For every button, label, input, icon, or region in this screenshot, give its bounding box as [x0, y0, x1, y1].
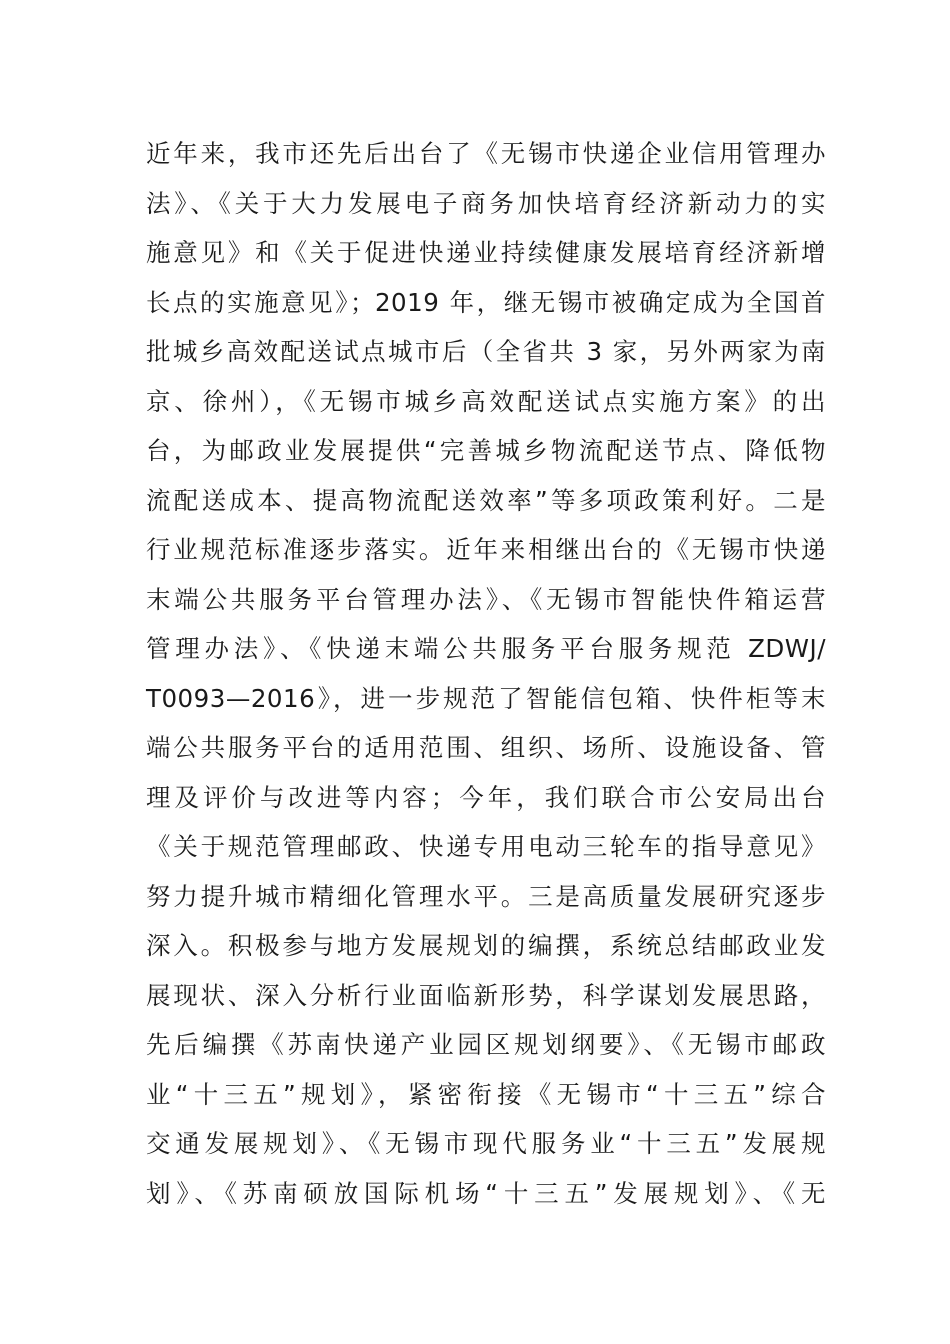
text-line: 流配送成本、提高物流配送效率”等多项政策利好。二是: [146, 485, 826, 515]
text-line: 法》、《关于大力发展电子商务加快培育经济新动力的实: [146, 188, 826, 218]
text-line: 近年来，我市还先后出台了《无锡市快递企业信用管理办: [146, 139, 826, 168]
text-line: 努力提升城市精细化管理水平。三是高质量发展研究逐步: [146, 881, 826, 911]
text-line: 业“十三五”规划》，紧密衔接《无锡市“十三五”综合: [146, 1079, 826, 1109]
text-line: 深入。积极参与地方发展规划的编撰，系统总结邮政业发: [146, 931, 826, 960]
text-line: 批城乡高效配送试点城市后（全省共 3 家，另外两家为南: [146, 337, 826, 366]
body-paragraph: [146, 129, 826, 1218]
text-line: 京、徐州），《无锡市城乡高效配送试点实施方案》的出: [146, 386, 826, 416]
text-line: 长点的实施意见》；2019 年，继无锡市被确定成为全国首: [146, 287, 826, 317]
text-line: 交通发展规划》、《无锡市现代服务业“十三五”发展规: [146, 1129, 826, 1158]
text-line: 末端公共服务平台管理办法》、《无锡市智能快件箱运营: [146, 584, 826, 614]
text-line: 展现状、深入分析行业面临新形势，科学谋划发展思路，: [146, 980, 826, 1010]
text-line: 行业规范标准逐步落实。近年来相继出台的《无锡市快递: [146, 535, 826, 564]
text-line: 理及评价与改进等内容；今年，我们联合市公安局出台: [146, 782, 826, 812]
text-line: 台，为邮政业发展提供“完善城乡物流配送节点、降低物: [146, 436, 826, 465]
text-line: 划》、《苏南硕放国际机场“十三五”发展规划》、《无: [146, 1178, 826, 1208]
text-line: 《关于规范管理邮政、快递专用电动三轮车的指导意见》: [146, 832, 826, 861]
text-line: T0093—2016》，进一步规范了智能信包箱、快件柜等末: [146, 683, 826, 713]
text-line: 管理办法》、《快递末端公共服务平台服务规范 ZDWJ/: [146, 634, 826, 663]
text-line: 施意见》和《关于促进快递业持续健康发展培育经济新增: [146, 238, 826, 267]
text-line: 端公共服务平台的适用范围、组织、场所、设施设备、管: [146, 733, 826, 762]
text-line: 先后编撰《苏南快递产业园区规划纲要》、《无锡市邮政: [146, 1030, 826, 1059]
